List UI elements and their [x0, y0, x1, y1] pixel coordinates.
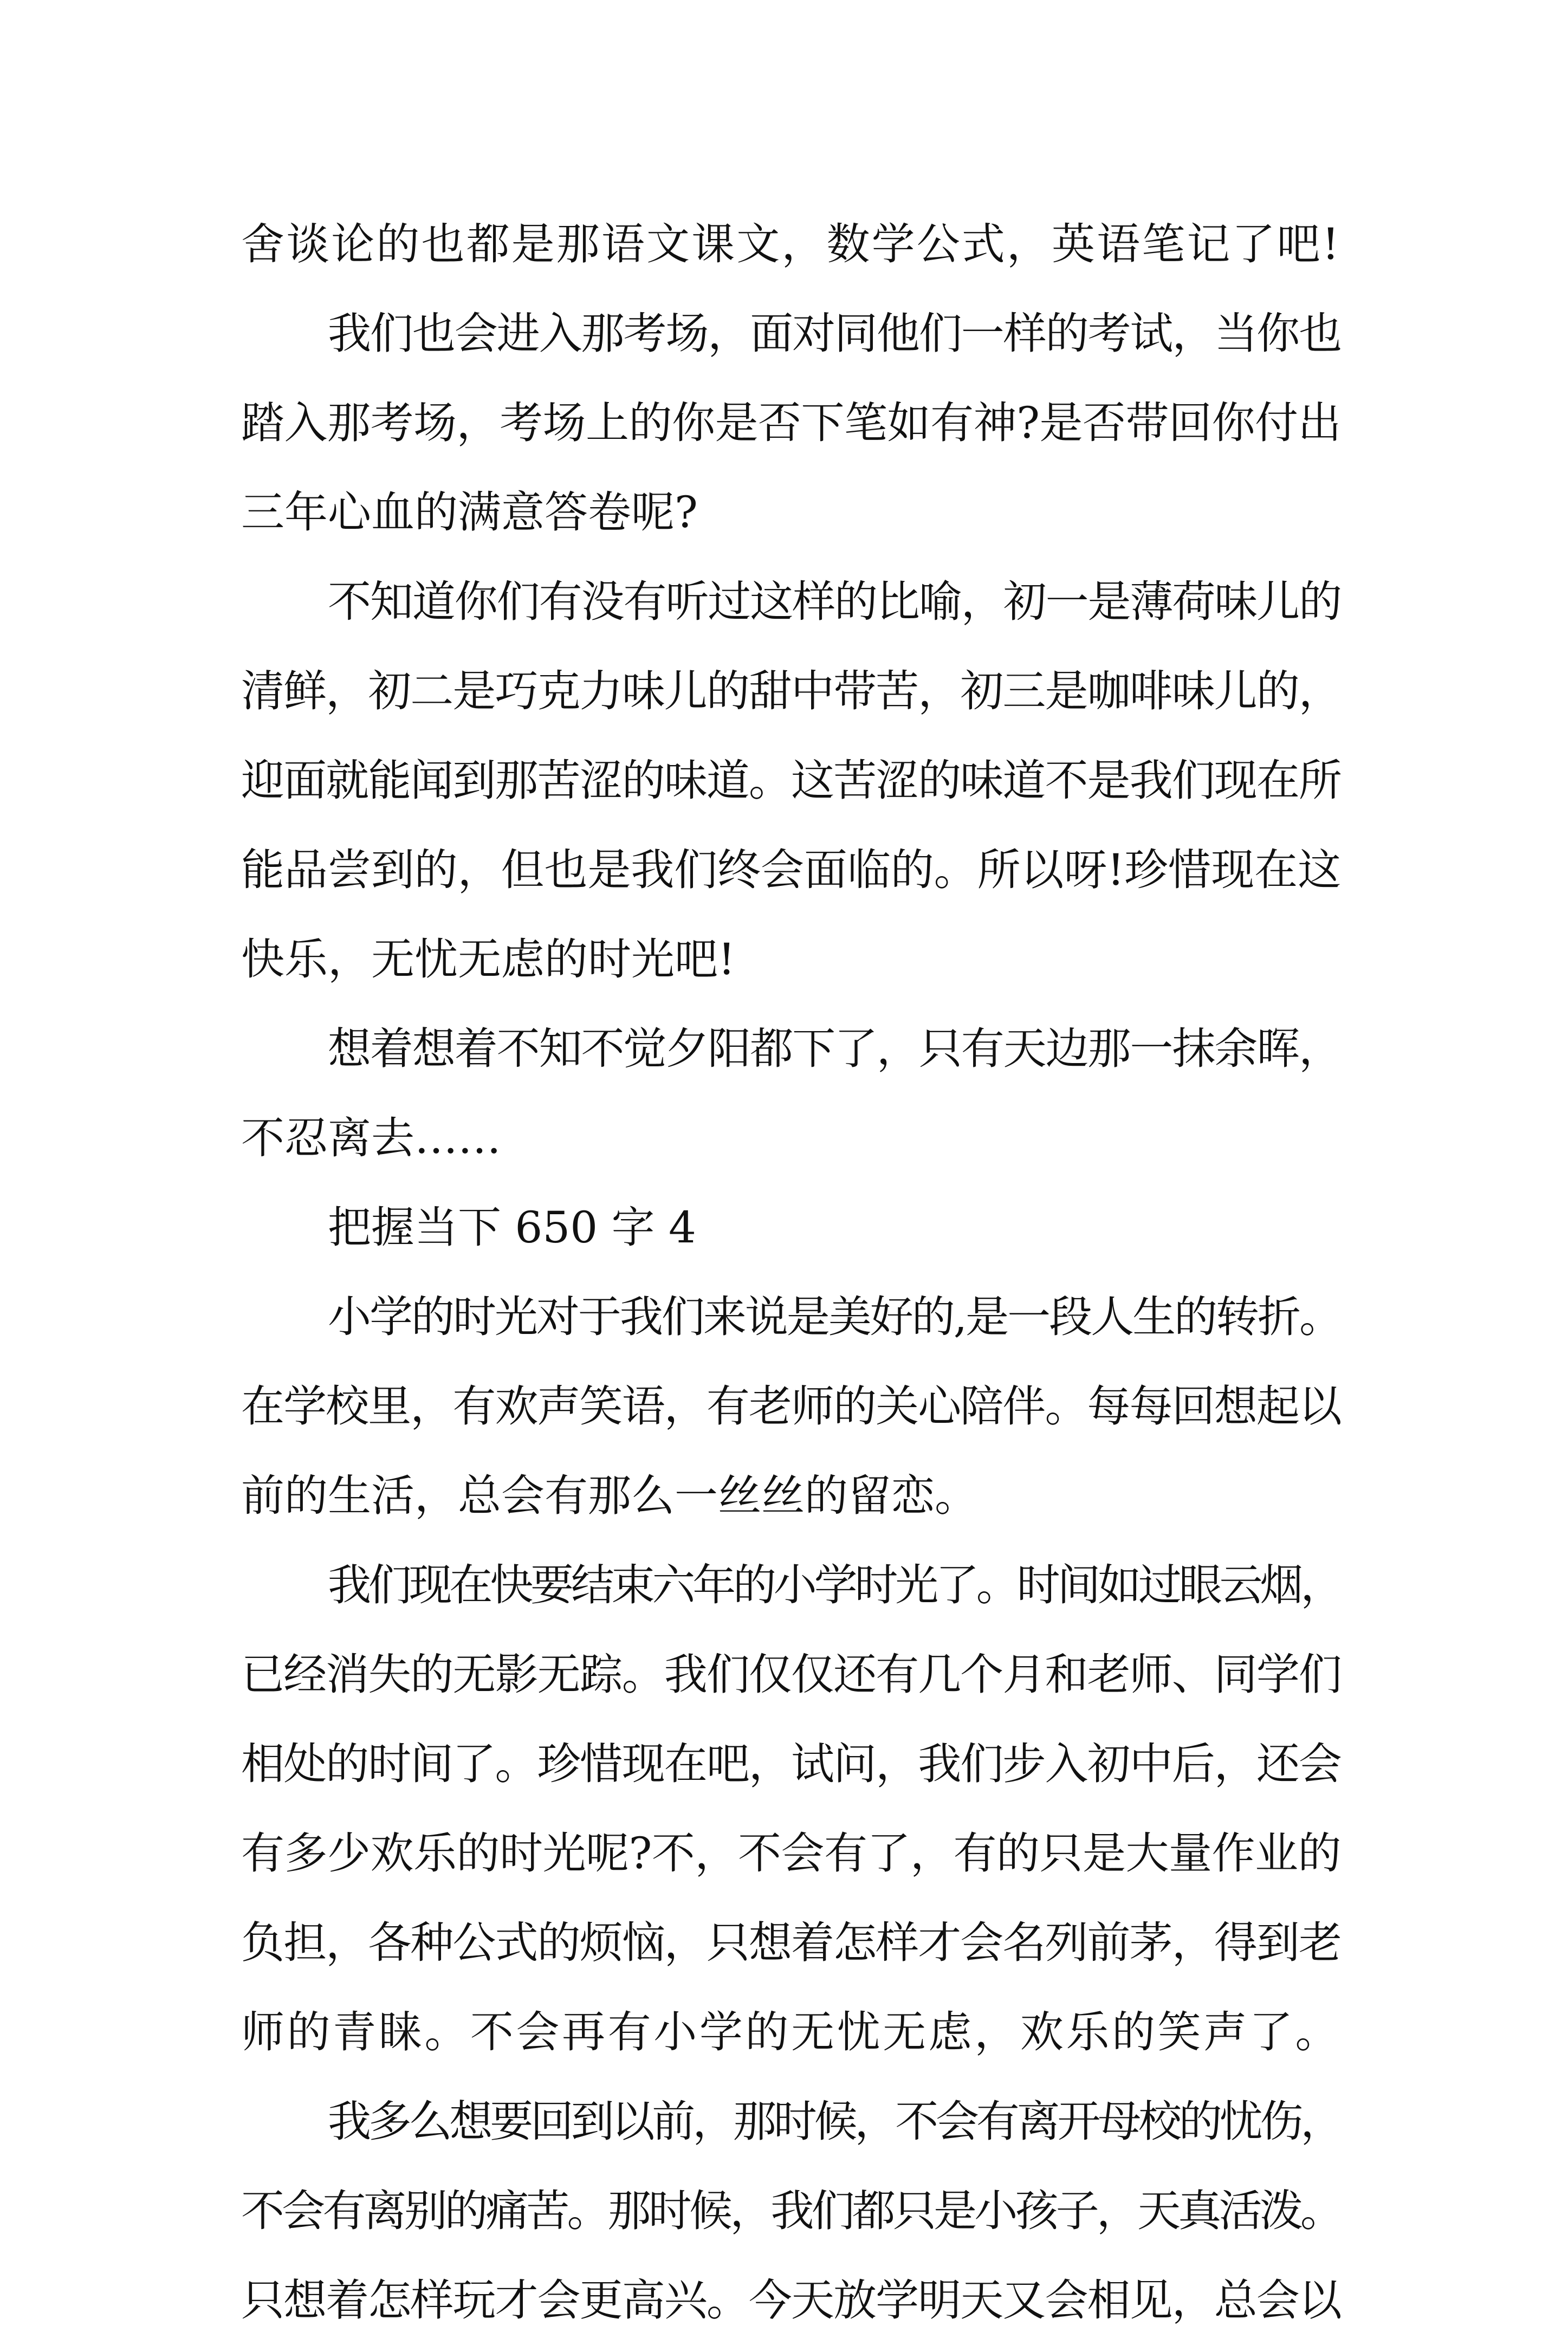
text-line — [241, 378, 1341, 468]
text-line-content: 师的青睐。不会再有小学的无忧无虑，欢乐的笑声了。 — [241, 2007, 1341, 2057]
text-line — [241, 1540, 1341, 1630]
text-line-content: 我多么想要回到以前，那时候，不会有离开母校的忧伤， — [328, 2096, 1341, 2147]
text-line-content: 三年心血的满意答卷呢? — [241, 487, 698, 537]
text-line-content: 清鲜，初二是巧克力味儿的甜中带苦，初三是咖啡味儿的， — [241, 666, 1341, 716]
text-line-content: 前的生活，总会有那么一丝丝的留恋。 — [241, 1471, 978, 1521]
text-line-content: 快乐，无忧无虑的时光吧! — [241, 934, 736, 984]
text-line-content: 我们现在快要结束六年的小学时光了。时间如过眼云烟， — [328, 1560, 1341, 1610]
text-line — [241, 2077, 1341, 2166]
text-line-content: 在学校里，有欢声笑语，有老师的关心陪伴。每每回想起以 — [241, 1381, 1341, 1431]
text-line — [241, 2256, 1341, 2345]
text-line — [241, 468, 1341, 557]
text-line-content: 不忍离去…… — [241, 1113, 501, 1163]
text-line — [241, 199, 1341, 289]
text-line — [241, 2166, 1341, 2256]
text-line — [241, 1272, 1341, 1362]
text-line — [241, 915, 1341, 1004]
document-body — [241, 199, 1341, 2345]
text-line — [241, 825, 1341, 915]
text-line — [241, 1630, 1341, 1719]
text-line-content: 小学的时光对于我们来说是美好的,是一段人生的转折。 — [328, 1292, 1341, 1342]
text-line — [241, 736, 1341, 825]
text-line-content: 把握当下 650 字 4 — [328, 1202, 696, 1253]
text-line — [241, 1809, 1341, 1898]
text-line-content: 不会有离别的痛苦。那时候，我们都只是小孩子，天真活泼。 — [241, 2186, 1341, 2236]
text-line — [241, 1004, 1341, 1093]
text-line — [241, 1362, 1341, 1451]
text-line — [241, 646, 1341, 736]
text-line-content: 不知道你们有没有听过这样的比喻，初一是薄荷味儿的 — [328, 576, 1341, 627]
text-line — [241, 1987, 1341, 2077]
text-line — [241, 1093, 1341, 1183]
text-line-content: 相处的时间了。珍惜现在吧，试问，我们步入初中后，还会 — [241, 1739, 1341, 1789]
text-line-content: 想着想着不知不觉夕阳都下了，只有天边那一抹余晖， — [328, 1023, 1341, 1074]
text-line-content: 舍谈论的也都是那语文课文，数学公式，英语笔记了吧! — [241, 219, 1341, 269]
text-line-content: 我们也会进入那考场，面对同他们一样的考试，当你也 — [328, 308, 1341, 359]
text-line-content: 能品尝到的，但也是我们终会面临的。所以呀!珍惜现在这 — [241, 845, 1341, 895]
text-line-content: 迎面就能闻到那苦涩的味道。这苦涩的味道不是我们现在所 — [241, 755, 1341, 806]
text-line-content: 已经消失的无影无踪。我们仅仅还有几个月和老师、同学们 — [241, 1649, 1341, 1700]
text-line-content: 只想着怎样玩才会更高兴。今天放学明天又会相见，总会以 — [241, 2275, 1341, 2325]
text-line — [241, 289, 1341, 378]
text-line-content: 踏入那考场，考场上的你是否下笔如有神?是否带回你付出 — [241, 398, 1341, 448]
text-line — [241, 1898, 1341, 1987]
text-line-content: 负担，各种公式的烦恼，只想着怎样才会名列前茅，得到老 — [241, 1918, 1341, 1968]
text-line — [241, 1451, 1341, 1540]
text-line — [241, 1719, 1341, 1809]
text-line — [241, 1183, 1341, 1272]
text-line — [241, 557, 1341, 646]
text-line-content: 有多少欢乐的时光呢?不，不会有了，有的只是大量作业的 — [241, 1828, 1341, 1878]
